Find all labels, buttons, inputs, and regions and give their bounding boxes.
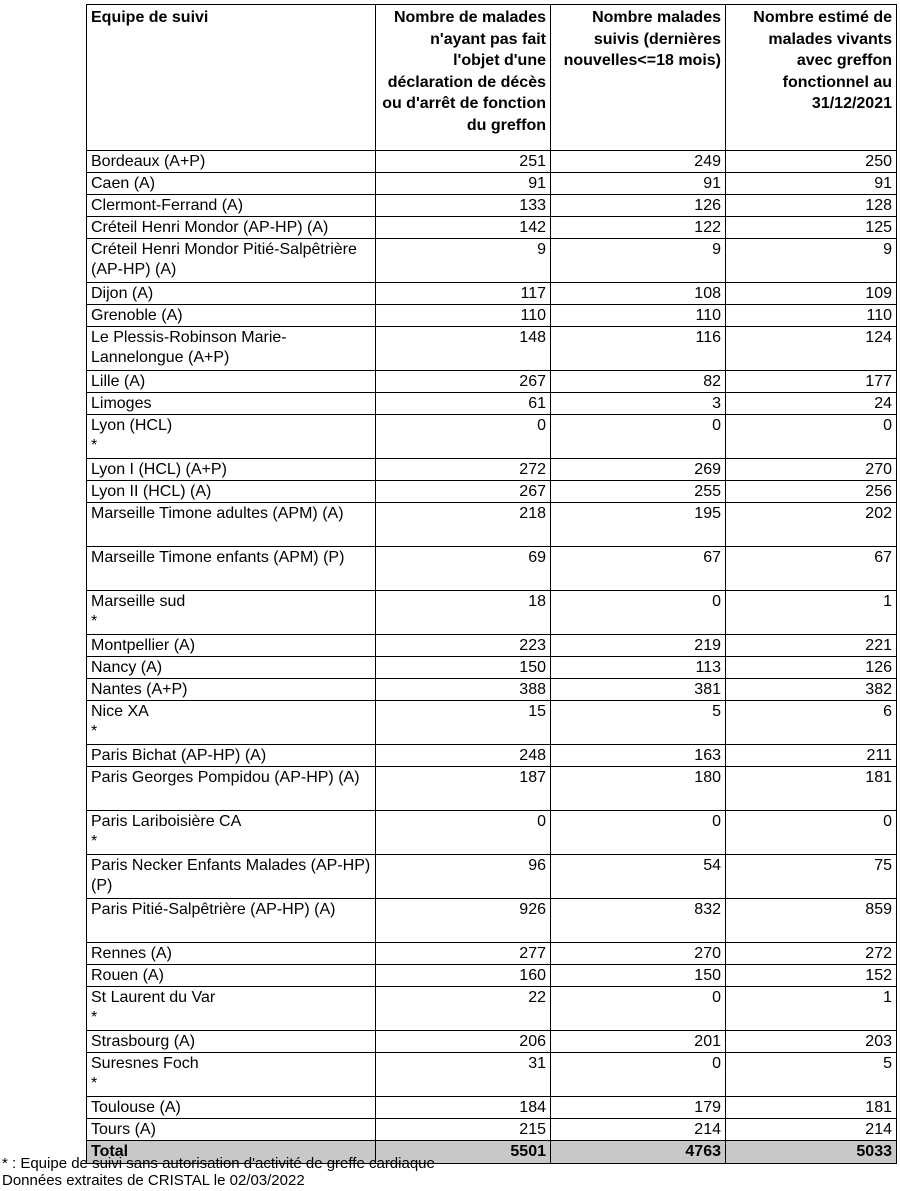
value-c2: 0 bbox=[551, 591, 726, 635]
value-c1: 388 bbox=[376, 679, 551, 701]
value-c1: 61 bbox=[376, 393, 551, 415]
value-c1: 91 bbox=[376, 173, 551, 195]
team-name-cell bbox=[87, 459, 376, 481]
team-name: Rennes (A) bbox=[91, 945, 172, 962]
team-name-cell bbox=[87, 305, 376, 327]
value-c1: 133 bbox=[376, 195, 551, 217]
data-source-note: Données extraites de CRISTAL le 02/03/2022 bbox=[2, 1172, 305, 1189]
team-name-cell bbox=[87, 635, 376, 657]
team-name-cell bbox=[87, 767, 376, 811]
value-c2: 381 bbox=[551, 679, 726, 701]
value-c1: 223 bbox=[376, 635, 551, 657]
team-name-cell bbox=[87, 1053, 376, 1097]
value-c1: 150 bbox=[376, 657, 551, 679]
value-c2: 9 bbox=[551, 239, 726, 283]
value-c2: 219 bbox=[551, 635, 726, 657]
value-c3: 6 bbox=[726, 701, 897, 745]
team-name: Limoges bbox=[91, 395, 152, 412]
value-c3: 75 bbox=[726, 855, 897, 899]
table-row bbox=[87, 657, 897, 679]
table-row bbox=[87, 195, 897, 217]
value-c2: 126 bbox=[551, 195, 726, 217]
table-row bbox=[87, 701, 897, 745]
value-c1: 187 bbox=[376, 767, 551, 811]
value-c2: 832 bbox=[551, 899, 726, 943]
value-c1: 31 bbox=[376, 1053, 551, 1097]
value-c3: 91 bbox=[726, 173, 897, 195]
value-c2: 179 bbox=[551, 1097, 726, 1119]
table-row bbox=[87, 1097, 897, 1119]
total-label: Total bbox=[87, 1141, 376, 1164]
no-authorization-mark: * bbox=[91, 833, 98, 850]
team-name-cell bbox=[87, 481, 376, 503]
value-c1: 248 bbox=[376, 745, 551, 767]
value-c3: 9 bbox=[726, 239, 897, 283]
total-c2: 4763 bbox=[551, 1141, 726, 1164]
value-c1: 18 bbox=[376, 591, 551, 635]
team-name: Grenoble (A) bbox=[91, 307, 183, 324]
value-c3: 109 bbox=[726, 283, 897, 305]
total-c1: 5501 bbox=[376, 1141, 551, 1164]
header-equipe-de-suivi: Equipe de suivi bbox=[87, 5, 376, 151]
team-name-cell bbox=[87, 327, 376, 371]
team-name: Paris Georges Pompidou (AP-HP) (A) bbox=[91, 769, 360, 786]
value-c3: 859 bbox=[726, 899, 897, 943]
header-malades-vivants-estimes: Nombre estimé de malades vivants avec greffon fonctionnel au 31/12/2021 bbox=[726, 5, 897, 151]
table-row bbox=[87, 855, 897, 899]
value-c1: 267 bbox=[376, 371, 551, 393]
table-row bbox=[87, 481, 897, 503]
header-malades-suivis: Nombre malades suivis (dernières nouvelles<=18 mois) bbox=[551, 5, 726, 151]
value-c3: 203 bbox=[726, 1031, 897, 1053]
value-c1: 215 bbox=[376, 1119, 551, 1141]
value-c2: 116 bbox=[551, 327, 726, 371]
value-c1: 277 bbox=[376, 943, 551, 965]
team-name-cell bbox=[87, 393, 376, 415]
value-c2: 0 bbox=[551, 1053, 726, 1097]
value-c1: 148 bbox=[376, 327, 551, 371]
team-name-cell bbox=[87, 195, 376, 217]
table-row bbox=[87, 745, 897, 767]
team-name-cell bbox=[87, 679, 376, 701]
team-name: Strasbourg (A) bbox=[91, 1033, 196, 1050]
team-name: Montpellier (A) bbox=[91, 637, 196, 654]
team-name: Suresnes Foch bbox=[91, 1055, 199, 1072]
team-name: Nancy (A) bbox=[91, 659, 163, 676]
team-name-cell bbox=[87, 503, 376, 547]
team-name: Lille (A) bbox=[91, 373, 146, 390]
table-row bbox=[87, 1119, 897, 1141]
team-name: Clermont-Ferrand (A) bbox=[91, 197, 244, 214]
team-name: Paris Necker Enfants Malades (AP-HP) (P) bbox=[91, 857, 371, 894]
value-c2: 67 bbox=[551, 547, 726, 591]
value-c1: 251 bbox=[376, 151, 551, 173]
table-row bbox=[87, 591, 897, 635]
team-name-cell bbox=[87, 415, 376, 459]
team-name-cell bbox=[87, 1097, 376, 1119]
header-malades-sans-declaration: Nombre de malades n'ayant pas fait l'objet d'une déclaration de décès ou d'arrêt de fonction du greffon bbox=[376, 5, 551, 151]
team-name-cell bbox=[87, 151, 376, 173]
table-row bbox=[87, 459, 897, 481]
team-name: Nice XA bbox=[91, 703, 149, 720]
value-c2: 201 bbox=[551, 1031, 726, 1053]
value-c2: 195 bbox=[551, 503, 726, 547]
value-c3: 1 bbox=[726, 987, 897, 1031]
table-row bbox=[87, 305, 897, 327]
value-c3: 177 bbox=[726, 371, 897, 393]
value-c3: 5 bbox=[726, 1053, 897, 1097]
value-c3: 128 bbox=[726, 195, 897, 217]
no-authorization-mark: * bbox=[91, 437, 98, 454]
team-name: Bordeaux (A+P) bbox=[91, 153, 206, 170]
table-body bbox=[87, 151, 897, 1141]
team-name: Marseille Timone adultes (APM) (A) bbox=[91, 505, 344, 522]
table-row bbox=[87, 1031, 897, 1053]
value-c1: 0 bbox=[376, 811, 551, 855]
value-c2: 108 bbox=[551, 283, 726, 305]
follow-up-table bbox=[86, 4, 897, 1164]
team-name: Lyon I (HCL) (A+P) bbox=[91, 461, 227, 478]
value-c3: 125 bbox=[726, 217, 897, 239]
team-name: Marseille Timone enfants (APM) (P) bbox=[91, 549, 345, 566]
value-c1: 15 bbox=[376, 701, 551, 745]
team-name: Paris Lariboisière CA bbox=[91, 813, 242, 830]
team-name: Paris Bichat (AP-HP) (A) bbox=[91, 747, 267, 764]
no-authorization-mark: * bbox=[91, 1009, 98, 1026]
team-name: Nantes (A+P) bbox=[91, 681, 188, 698]
value-c3: 124 bbox=[726, 327, 897, 371]
value-c2: 0 bbox=[551, 811, 726, 855]
team-name: Créteil Henri Mondor (AP-HP) (A) bbox=[91, 219, 329, 236]
team-name-cell bbox=[87, 657, 376, 679]
value-c3: 0 bbox=[726, 811, 897, 855]
value-c2: 270 bbox=[551, 943, 726, 965]
table-row bbox=[87, 503, 897, 547]
table-row bbox=[87, 635, 897, 657]
table-row bbox=[87, 283, 897, 305]
team-name-cell bbox=[87, 591, 376, 635]
table-row bbox=[87, 899, 897, 943]
table-row bbox=[87, 547, 897, 591]
team-name: Caen (A) bbox=[91, 175, 156, 192]
team-name-cell bbox=[87, 1031, 376, 1053]
team-name: Créteil Henri Mondor Pitié-Salpêtrière (AP-HP) (A) bbox=[91, 241, 357, 278]
value-c1: 206 bbox=[376, 1031, 551, 1053]
table-row bbox=[87, 943, 897, 965]
value-c1: 69 bbox=[376, 547, 551, 591]
team-name-cell bbox=[87, 371, 376, 393]
value-c3: 181 bbox=[726, 767, 897, 811]
table-header bbox=[87, 5, 897, 151]
value-c2: 91 bbox=[551, 173, 726, 195]
footnote-star: * : Equipe de suivi sans autorisation d'activité de greffe cardiaque bbox=[2, 1155, 435, 1172]
value-c3: 214 bbox=[726, 1119, 897, 1141]
table-row bbox=[87, 327, 897, 371]
team-name: St Laurent du Var bbox=[91, 989, 216, 1006]
value-c2: 82 bbox=[551, 371, 726, 393]
table-row bbox=[87, 371, 897, 393]
team-name-cell bbox=[87, 701, 376, 745]
value-c3: 181 bbox=[726, 1097, 897, 1119]
value-c3: 110 bbox=[726, 305, 897, 327]
team-name-cell bbox=[87, 745, 376, 767]
value-c1: 142 bbox=[376, 217, 551, 239]
value-c1: 272 bbox=[376, 459, 551, 481]
table-row bbox=[87, 393, 897, 415]
value-c1: 22 bbox=[376, 987, 551, 1031]
table-row bbox=[87, 217, 897, 239]
total-c3: 5033 bbox=[726, 1141, 897, 1164]
table-row bbox=[87, 987, 897, 1031]
value-c3: 382 bbox=[726, 679, 897, 701]
team-name-cell bbox=[87, 943, 376, 965]
team-name: Tours (A) bbox=[91, 1121, 156, 1138]
team-name: Lyon (HCL) bbox=[91, 417, 173, 434]
value-c3: 126 bbox=[726, 657, 897, 679]
team-name-cell bbox=[87, 547, 376, 591]
value-c3: 24 bbox=[726, 393, 897, 415]
team-name-cell bbox=[87, 811, 376, 855]
value-c3: 272 bbox=[726, 943, 897, 965]
value-c3: 270 bbox=[726, 459, 897, 481]
team-name-cell bbox=[87, 855, 376, 899]
value-c1: 926 bbox=[376, 899, 551, 943]
value-c2: 163 bbox=[551, 745, 726, 767]
team-name-cell bbox=[87, 899, 376, 943]
team-name: Rouen (A) bbox=[91, 967, 164, 984]
table-row bbox=[87, 239, 897, 283]
team-name-cell bbox=[87, 239, 376, 283]
value-c1: 160 bbox=[376, 965, 551, 987]
value-c2: 0 bbox=[551, 987, 726, 1031]
value-c2: 249 bbox=[551, 151, 726, 173]
table-row bbox=[87, 173, 897, 195]
value-c1: 184 bbox=[376, 1097, 551, 1119]
team-name-cell bbox=[87, 965, 376, 987]
team-name-cell bbox=[87, 217, 376, 239]
value-c3: 0 bbox=[726, 415, 897, 459]
table-row bbox=[87, 811, 897, 855]
team-name-cell bbox=[87, 283, 376, 305]
value-c2: 54 bbox=[551, 855, 726, 899]
value-c3: 152 bbox=[726, 965, 897, 987]
value-c2: 122 bbox=[551, 217, 726, 239]
table-row bbox=[87, 767, 897, 811]
team-name: Le Plessis-Robinson Marie-Lannelongue (A+P) bbox=[91, 329, 287, 366]
value-c2: 180 bbox=[551, 767, 726, 811]
value-c1: 110 bbox=[376, 305, 551, 327]
value-c1: 218 bbox=[376, 503, 551, 547]
team-name-cell bbox=[87, 173, 376, 195]
value-c3: 211 bbox=[726, 745, 897, 767]
team-name: Dijon (A) bbox=[91, 285, 154, 302]
value-c2: 255 bbox=[551, 481, 726, 503]
value-c2: 269 bbox=[551, 459, 726, 481]
value-c2: 110 bbox=[551, 305, 726, 327]
table-row bbox=[87, 679, 897, 701]
value-c3: 67 bbox=[726, 547, 897, 591]
value-c1: 96 bbox=[376, 855, 551, 899]
team-name-cell bbox=[87, 987, 376, 1031]
value-c1: 117 bbox=[376, 283, 551, 305]
table-row bbox=[87, 965, 897, 987]
value-c2: 5 bbox=[551, 701, 726, 745]
value-c2: 150 bbox=[551, 965, 726, 987]
team-name: Lyon II (HCL) (A) bbox=[91, 483, 212, 500]
value-c1: 9 bbox=[376, 239, 551, 283]
value-c2: 113 bbox=[551, 657, 726, 679]
no-authorization-mark: * bbox=[91, 723, 98, 740]
team-name-cell bbox=[87, 1119, 376, 1141]
value-c2: 214 bbox=[551, 1119, 726, 1141]
value-c3: 221 bbox=[726, 635, 897, 657]
value-c3: 1 bbox=[726, 591, 897, 635]
no-authorization-mark: * bbox=[91, 613, 98, 630]
no-authorization-mark: * bbox=[91, 1075, 98, 1092]
value-c1: 267 bbox=[376, 481, 551, 503]
value-c3: 256 bbox=[726, 481, 897, 503]
value-c2: 3 bbox=[551, 393, 726, 415]
value-c3: 250 bbox=[726, 151, 897, 173]
team-name: Marseille sud bbox=[91, 593, 186, 610]
value-c3: 202 bbox=[726, 503, 897, 547]
value-c2: 0 bbox=[551, 415, 726, 459]
team-name: Paris Pitié-Salpêtrière (AP-HP) (A) bbox=[91, 901, 336, 918]
team-name: Toulouse (A) bbox=[91, 1099, 181, 1116]
table-row bbox=[87, 1053, 897, 1097]
table-row bbox=[87, 151, 897, 173]
table-row bbox=[87, 415, 897, 459]
value-c1: 0 bbox=[376, 415, 551, 459]
